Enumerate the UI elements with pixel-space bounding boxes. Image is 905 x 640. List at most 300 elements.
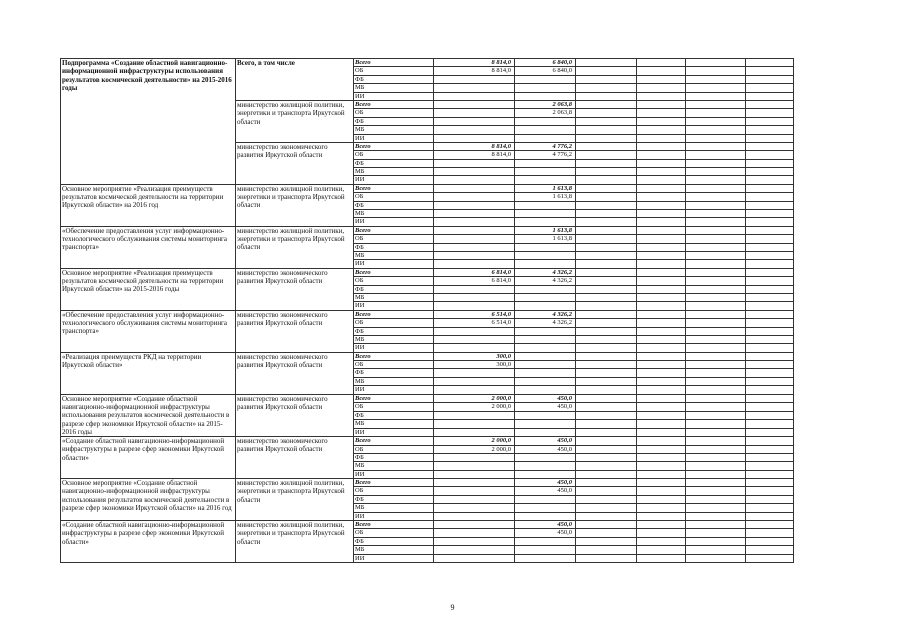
empty-cell [686,327,746,335]
amount-2015: 6 514,0 [434,319,515,327]
empty-cell [576,335,637,343]
amount-2016 [515,126,576,134]
empty-cell [686,521,746,529]
amount-2016 [515,260,576,268]
empty-cell [637,67,686,75]
empty-cell [576,126,637,134]
empty-cell [576,537,637,545]
empty-cell [637,394,686,402]
empty-cell [746,445,794,453]
amount-2016: 4 326,2 [515,268,576,276]
responsible-executor: министерство жилищной политики, энергетики и транспорта Иркутской области [236,184,354,226]
empty-cell [686,67,746,75]
empty-cell [637,134,686,142]
funding-source-label: Всего [354,394,434,402]
empty-cell [746,352,794,360]
empty-cell [637,361,686,369]
amount-2015 [434,302,515,310]
empty-cell [746,159,794,167]
amount-2016 [515,470,576,478]
empty-cell [746,504,794,512]
empty-cell [576,176,637,184]
empty-cell [686,344,746,352]
empty-cell [746,210,794,218]
responsible-executor: министерство жилищной политики, энергетики и транспорта Иркутской области [236,100,354,142]
amount-2015: 6 814,0 [434,277,515,285]
empty-cell [746,428,794,437]
empty-cell [686,428,746,437]
funding-source-label: ОБ [354,403,434,411]
funding-source-label: Всего [354,521,434,529]
amount-2015: 2 000,0 [434,394,515,402]
measure-description: «Создание областной навигационно-информационной инфраструктуры в разрезе сфер экономики Иркутской области» [61,521,236,563]
funding-source-label: ИИ [354,134,434,142]
empty-cell [637,59,686,67]
empty-cell [686,193,746,201]
empty-cell [576,361,637,369]
empty-cell [686,420,746,428]
amount-2015 [434,235,515,243]
funding-source-label: ОБ [354,361,434,369]
empty-cell [746,260,794,268]
empty-cell [637,210,686,218]
empty-cell [686,201,746,209]
responsible-executor: министерство экономического развития Иркутской области [236,268,354,310]
empty-cell [637,168,686,176]
empty-cell [686,210,746,218]
table-row [61,437,794,445]
empty-cell [576,310,637,318]
empty-cell [686,151,746,159]
amount-2016: 6 840,0 [515,67,576,75]
amount-2016 [515,176,576,184]
empty-cell [576,75,637,83]
empty-cell [576,142,637,150]
empty-cell [576,84,637,92]
amount-2016 [515,352,576,360]
amount-2016: 450,0 [515,487,576,495]
amount-2015 [434,470,515,478]
empty-cell [746,59,794,67]
amount-2016: 450,0 [515,445,576,453]
table-row [61,521,794,529]
amount-2016 [515,302,576,310]
amount-2016 [515,361,576,369]
empty-cell [576,260,637,268]
funding-source-label: МБ [354,293,434,301]
amount-2016 [515,411,576,419]
measure-description: Подпрограмма «Создание областной навигационно-информационной инфраструктуры использования результатов космической деятельности» на 2015-2016 годы [61,59,236,185]
amount-2015 [434,504,515,512]
empty-cell [746,67,794,75]
empty-cell [637,377,686,385]
amount-2016: 1 613,8 [515,226,576,234]
empty-cell [746,168,794,176]
empty-cell [746,479,794,487]
responsible-executor: министерство экономического развития Иркутской области [236,310,354,352]
table-row [61,352,794,360]
funding-source-label: МБ [354,546,434,554]
empty-cell [686,470,746,478]
empty-cell [637,109,686,117]
funding-source-label: ИИ [354,302,434,310]
funding-source-label: Всего [354,479,434,487]
empty-cell [686,352,746,360]
funding-source-label: ИИ [354,218,434,226]
empty-cell [637,142,686,150]
empty-cell [746,251,794,259]
amount-2016 [515,453,576,461]
amount-2015 [434,327,515,335]
amount-2015 [434,344,515,352]
amount-2015 [434,377,515,385]
amount-2016 [515,251,576,259]
funding-source-label: ОБ [354,319,434,327]
amount-2015 [434,117,515,125]
funding-source-label: МБ [354,462,434,470]
table-row [61,184,794,192]
empty-cell [637,327,686,335]
empty-cell [746,403,794,411]
funding-source-label: ФБ [354,285,434,293]
empty-cell [686,117,746,125]
empty-cell [637,100,686,108]
amount-2015: 300,0 [434,361,515,369]
amount-2015 [434,251,515,259]
funding-source-label: МБ [354,251,434,259]
measure-description: Основное мероприятие «Реализация преимуществ результатов космической деятельности на территории Иркутской области» на 2016 год [61,184,236,226]
empty-cell [637,226,686,234]
amount-2015 [434,184,515,192]
empty-cell [637,335,686,343]
funding-source-label: ОБ [354,67,434,75]
empty-cell [576,369,637,377]
empty-cell [686,126,746,134]
amount-2015 [434,134,515,142]
empty-cell [637,546,686,554]
amount-2015 [434,226,515,234]
amount-2016: 1 613,8 [515,235,576,243]
amount-2016 [515,159,576,167]
amount-2015: 2 000,0 [434,403,515,411]
empty-cell [686,554,746,562]
funding-source-label: ФБ [354,327,434,335]
amount-2015 [434,168,515,176]
empty-cell [637,470,686,478]
empty-cell [637,92,686,100]
empty-cell [746,100,794,108]
amount-2016: 4 776,2 [515,142,576,150]
amount-2016 [515,84,576,92]
empty-cell [637,411,686,419]
amount-2015 [434,84,515,92]
amount-2015: 6 514,0 [434,310,515,318]
amount-2015 [434,100,515,108]
empty-cell [746,537,794,545]
funding-source-label: МБ [354,126,434,134]
empty-cell [746,386,794,394]
empty-cell [686,184,746,192]
measure-description: «Обеспечение предоставления услуг информационно-технологического обслуживания системы мониторинга транспорта» [61,226,236,268]
funding-source-label: ОБ [354,487,434,495]
funding-source-label: ИИ [354,512,434,520]
empty-cell [686,504,746,512]
funding-source-label: Всего [354,59,434,67]
funding-source-label: ОБ [354,277,434,285]
empty-cell [576,251,637,259]
amount-2015 [434,537,515,545]
empty-cell [746,335,794,343]
empty-cell [576,344,637,352]
funding-source-label: Всего [354,226,434,234]
funding-source-label: Всего [354,310,434,318]
amount-2016: 1 613,8 [515,184,576,192]
empty-cell [686,310,746,318]
empty-cell [637,369,686,377]
amount-2016 [515,75,576,83]
empty-cell [576,134,637,142]
empty-cell [576,109,637,117]
empty-cell [746,462,794,470]
empty-cell [686,251,746,259]
amount-2015 [434,369,515,377]
empty-cell [637,445,686,453]
amount-2016: 4 326,2 [515,310,576,318]
empty-cell [637,437,686,445]
empty-cell [746,268,794,276]
empty-cell [686,134,746,142]
amount-2015 [434,420,515,428]
table-row [61,59,794,67]
document-page [60,58,793,563]
funding-source-label: МБ [354,335,434,343]
empty-cell [576,394,637,402]
amount-2016 [515,285,576,293]
empty-cell [686,437,746,445]
empty-cell [637,495,686,503]
empty-cell [686,445,746,453]
empty-cell [746,134,794,142]
amount-2015 [434,201,515,209]
empty-cell [576,512,637,520]
funding-source-label: ИИ [354,176,434,184]
empty-cell [576,243,637,251]
empty-cell [576,327,637,335]
empty-cell [637,428,686,437]
amount-2016: 2 063,8 [515,109,576,117]
empty-cell [576,377,637,385]
empty-cell [637,277,686,285]
funding-source-label: МБ [354,504,434,512]
empty-cell [576,268,637,276]
empty-cell [576,403,637,411]
empty-cell [686,226,746,234]
empty-cell [637,344,686,352]
amount-2016 [515,327,576,335]
amount-2016 [515,537,576,545]
empty-cell [637,537,686,545]
empty-cell [637,251,686,259]
empty-cell [686,235,746,243]
amount-2015 [434,285,515,293]
empty-cell [576,521,637,529]
funding-source-label: ФБ [354,75,434,83]
empty-cell [637,84,686,92]
empty-cell [576,201,637,209]
empty-cell [637,218,686,226]
empty-cell [686,479,746,487]
empty-cell [686,75,746,83]
amount-2015 [434,453,515,461]
empty-cell [686,546,746,554]
empty-cell [686,462,746,470]
empty-cell [576,462,637,470]
amount-2016: 450,0 [515,521,576,529]
amount-2015 [434,512,515,520]
empty-cell [686,394,746,402]
funding-source-label: Всего [354,100,434,108]
table-row [61,310,794,318]
amount-2015 [434,126,515,134]
empty-cell [576,302,637,310]
responsible-executor: министерство экономического развития Иркутской области [236,394,354,436]
empty-cell [686,268,746,276]
empty-cell [686,218,746,226]
amount-2016: 1 613,8 [515,193,576,201]
funding-source-label: ФБ [354,159,434,167]
amount-2016 [515,369,576,377]
empty-cell [746,470,794,478]
amount-2015: 300,0 [434,352,515,360]
amount-2016 [515,92,576,100]
funding-source-label: Всего [354,437,434,445]
empty-cell [686,369,746,377]
empty-cell [746,193,794,201]
amount-2016: 450,0 [515,529,576,537]
amount-2016 [515,218,576,226]
empty-cell [686,243,746,251]
amount-2016 [515,168,576,176]
funding-source-label: ФБ [354,201,434,209]
amount-2015 [434,92,515,100]
funding-source-label: ИИ [354,428,434,437]
empty-cell [746,142,794,150]
empty-cell [576,437,637,445]
empty-cell [637,285,686,293]
empty-cell [637,462,686,470]
amount-2016 [515,504,576,512]
funding-source-label: МБ [354,210,434,218]
empty-cell [637,403,686,411]
empty-cell [686,176,746,184]
empty-cell [746,319,794,327]
amount-2016 [515,335,576,343]
empty-cell [686,512,746,520]
amount-2015 [434,193,515,201]
empty-cell [576,193,637,201]
empty-cell [576,210,637,218]
empty-cell [686,537,746,545]
empty-cell [637,151,686,159]
empty-cell [746,546,794,554]
empty-cell [637,201,686,209]
funding-source-label: ФБ [354,117,434,125]
empty-cell [637,117,686,125]
amount-2015 [434,159,515,167]
empty-cell [746,293,794,301]
empty-cell [637,184,686,192]
empty-cell [637,159,686,167]
empty-cell [576,117,637,125]
empty-cell [686,92,746,100]
empty-cell [746,285,794,293]
funding-source-label: ИИ [354,92,434,100]
empty-cell [576,151,637,159]
funding-source-label: ОБ [354,151,434,159]
empty-cell [576,487,637,495]
empty-cell [686,361,746,369]
amount-2016: 450,0 [515,403,576,411]
responsible-executor: Всего, в том числе [236,59,354,101]
amount-2016: 450,0 [515,479,576,487]
amount-2015 [434,546,515,554]
amount-2015: 8 814,0 [434,67,515,75]
empty-cell [576,470,637,478]
empty-cell [746,369,794,377]
funding-source-label: ФБ [354,243,434,251]
table-row [61,479,794,487]
empty-cell [746,411,794,419]
empty-cell [637,487,686,495]
funding-source-label: ИИ [354,344,434,352]
measure-description: Основное мероприятие «Создание областной навигационно-информационной инфраструктуры использования результатов космической деятельности в разрезе сфер экономики Иркутской области» на 2015-2016 годы [61,394,236,436]
amount-2015: 6 814,0 [434,268,515,276]
funding-source-label: ФБ [354,537,434,545]
measure-description: «Создание областной навигационно-информационной инфраструктуры в разрезе сфер экономики Иркутской области» [61,437,236,479]
empty-cell [686,377,746,385]
empty-cell [746,361,794,369]
empty-cell [686,411,746,419]
empty-cell [746,218,794,226]
amount-2016: 4 326,2 [515,277,576,285]
amount-2016: 6 840,0 [515,59,576,67]
funding-source-label: Всего [354,142,434,150]
amount-2016 [515,201,576,209]
empty-cell [746,201,794,209]
empty-cell [576,352,637,360]
funding-source-label: Всего [354,184,434,192]
empty-cell [746,512,794,520]
empty-cell [576,67,637,75]
empty-cell [746,521,794,529]
funding-source-label: МБ [354,84,434,92]
empty-cell [637,453,686,461]
amount-2015: 2 000,0 [434,445,515,453]
funding-source-label: ИИ [354,554,434,562]
page-number: 9 [450,603,455,612]
empty-cell [686,159,746,167]
empty-cell [686,100,746,108]
empty-cell [637,235,686,243]
responsible-executor: министерство экономического развития Иркутской области [236,352,354,394]
measure-description: Основное мероприятие «Реализация преимуществ результатов космической деятельности на территории Иркутской области» на 2015-2016 годы [61,268,236,310]
empty-cell [686,260,746,268]
empty-cell [746,151,794,159]
empty-cell [576,59,637,67]
amount-2015 [434,529,515,537]
empty-cell [576,479,637,487]
funding-source-label: МБ [354,420,434,428]
